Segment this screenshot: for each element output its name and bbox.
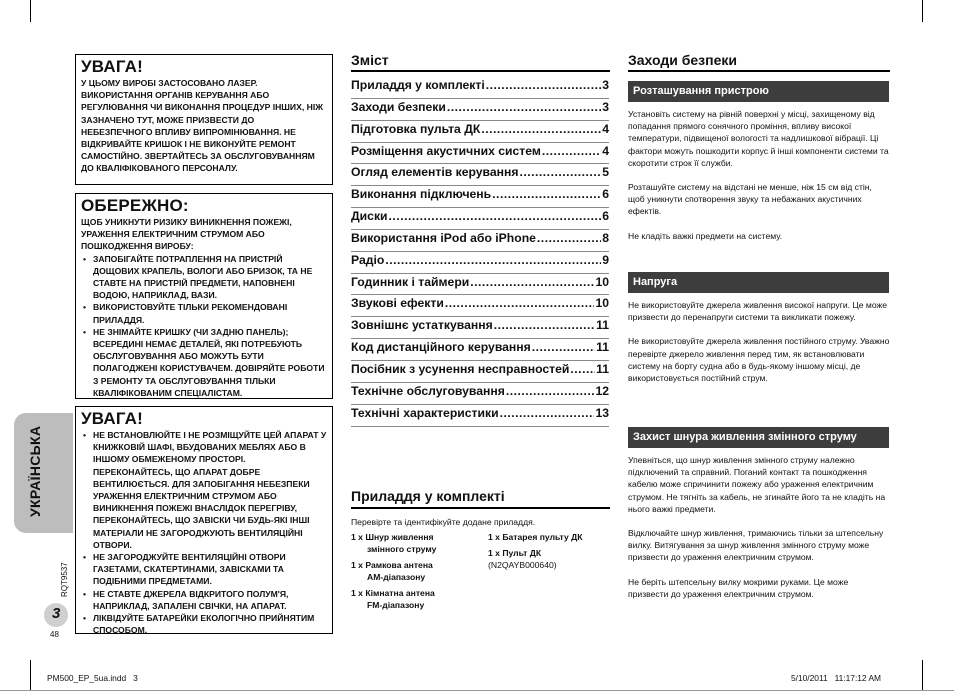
paragraph: Не кладіть важкі предмети на систему.: [628, 230, 783, 241]
toc-entry-page: 3: [602, 78, 609, 92]
crop-mark-bottom-left: [30, 660, 31, 691]
accessory-name-2: змінного струму: [367, 544, 437, 554]
accessory-qty: 1 x: [488, 532, 500, 542]
paragraph: Не використовуйте джерела живлення постійного струму. Уважно перевірте джерело живлення перед тим, як встановлювати систему на борту судна або в будь-якому іншому місці, де використовується постійний струм.: [628, 336, 890, 384]
page-number: 3: [52, 605, 61, 622]
accessory-qty: 1 x: [488, 548, 500, 558]
section-bar-power-cord: Захист шнура живлення змінного струму: [628, 427, 889, 448]
accessories-heading: Приладдя у комплекті: [351, 488, 505, 504]
toc-leader: [506, 383, 595, 399]
toc-entry[interactable]: [351, 99, 609, 121]
accessory-name: Пульт ДК: [502, 548, 542, 558]
toc-leader: [481, 121, 601, 137]
paragraph: Упевніться, що шнур живлення змінного струму належно підключений та справний. Поганий контакт та пошкодження кабелю може спричинити пожежу або ураження електричним струмом. Не тягніть за кабель, не згинайте його та не кладіть на нього важкі предмети.: [628, 455, 886, 514]
toc-entry[interactable]: [351, 252, 609, 274]
footer-datetime: 5/10/2011 11:17:12 AM: [791, 673, 882, 683]
toc-entry[interactable]: [351, 77, 609, 99]
toc-entry-title: Диски: [351, 209, 388, 224]
caution-item: • ВИКОРИСТОВУЙТЕ ТІЛЬКИ РЕКОМЕНДОВАНІ ПРИЛАДДЯ.: [81, 301, 327, 325]
toc-entry-title: Підготовка пульта ДК: [351, 121, 481, 136]
toc-leader: [385, 252, 601, 268]
warning-title: УВАГА!: [81, 409, 143, 428]
warning-item: • НЕ ВСТАНОВЛЮЙТЕ І НЕ РОЗМІЩУЙТЕ ЦЕЙ АПАРАТ У КНИЖКОВІЙ ШАФІ, ВБУДОВАНИХ МЕБЛЯХ АБО В ІНШОМУ ОБМЕЖЕНОМУ ПРОСТОРІ. ПЕРЕКОНАЙТЕСЬ, ЩО АПАРАТ ДОБРЕ ВЕНТИЛЮЄТЬСЯ. ДЛЯ ЗАПОБІГАННЯ НЕБЕЗПЕКИ УРАЖЕННЯ ЕЛЕКТРИЧНИМ СТРУМОМ АБО ВИНИКНЕННЯ ПОЖЕЖІ ВНАСЛІДОК ПЕРЕГРІВУ, ПЕРЕКОНАЙТЕСЬ, ЩО ЗАВІСКИ ЧИ БУДЬ-ЯКІ ІНШІ МАТЕРІАЛИ НЕ ЗАГОРОДЖУЮТЬ ВЕНТИЛЯЦІЙНІ ОТВОРИ.: [81, 429, 327, 551]
accessories-intro: Перевірте та ідентифікуйте додане приладдя.: [351, 517, 536, 527]
toc-entry-page: 10: [595, 296, 609, 311]
caution-intro: ЩОБ УНИКНУТИ РИЗИКУ ВИНИКНЕННЯ ПОЖЕЖІ, УРАЖЕННЯ ЕЛЕКТРИЧНИМ СТРУМОМ АБО ПОШКОДЖЕННЯ ВИРОБУ:: [81, 217, 292, 252]
toc-entry[interactable]: [351, 339, 609, 361]
toc-entry-title: Технічні характеристики: [351, 405, 499, 420]
toc-entry-page: 4: [602, 143, 609, 158]
accessory-name: Шнур живлення: [365, 532, 434, 542]
language-tab-label: УКРАЇНСЬКА: [27, 425, 43, 517]
toc-entry[interactable]: [351, 143, 609, 165]
paragraph: Розташуйте систему на відстані не менше, ніж 15 см від стін, щоб уникнути спотворення звуку та небажаних акустичних ефектів.: [628, 182, 872, 217]
footer-file: PM500_EP_5ua.indd 3: [47, 673, 138, 683]
paragraph: Установіть систему на рівній поверхні у місці, захищеному від попадання прямого сонячного проміння, впливу високої температури, підвищеної вологості та надлишкової вібрації. Ці фактори можуть пошкодити корпус й інші компоненти системи та скоротити строк її служби.: [628, 109, 889, 168]
paragraph: Не беріть штепсельну вилку мокрими руками. Це може призвести до ураження електричним струмом.: [628, 576, 849, 599]
toc-entry-page: 8: [602, 230, 609, 245]
toc-entry[interactable]: [351, 186, 609, 208]
safety-heading: Заходи безпеки: [628, 52, 737, 68]
toc-entry-title: Зовнішнє устаткування: [351, 318, 493, 333]
accessory-item: [351, 531, 436, 555]
crop-mark-bottom-right: [922, 660, 923, 691]
accessory-qty: 1 x: [351, 588, 363, 598]
accessory-name-2: FM-діапазону: [367, 600, 425, 610]
caution-box: [75, 193, 333, 399]
crop-mark-top-right: [922, 0, 923, 22]
page-number-small: 48: [50, 630, 59, 639]
warning-item: • НЕ СТАВТЕ ДЖЕРЕЛА ВІДКРИТОГО ПОЛУМ'Я, НАПРИКЛАД, ЗАПАЛЕНІ СВІЧКИ, НА АПАРАТ.: [81, 588, 327, 612]
toc-entry-title: Радіо: [351, 252, 385, 267]
toc-entry-page: 4: [602, 121, 609, 136]
toc-leader: [500, 405, 595, 421]
language-tab: [14, 413, 73, 533]
toc-entry-page: 5: [602, 165, 609, 180]
voltage-text: [628, 299, 890, 384]
toc-entry-title: Використання iPod або iPhone: [351, 230, 536, 245]
power-cord-text: [628, 454, 890, 600]
toc-leader: [537, 230, 601, 246]
toc-entry[interactable]: [351, 295, 609, 317]
toc-entry-page: 3: [602, 99, 609, 114]
toc-entry-title: Годинник і таймери: [351, 274, 470, 289]
toc-entry[interactable]: [351, 383, 609, 405]
toc-entry-page: 9: [602, 252, 609, 267]
toc-entry[interactable]: [351, 274, 609, 296]
accessory-part-number: (N2QAYB000640): [488, 560, 557, 570]
warning-item: • ЛІКВІДУЙТЕ БАТАРЕЙКИ ЕКОЛОГІЧНО ПРИЙНЯТИМ СПОСОБОМ.: [81, 612, 327, 636]
toc-entry[interactable]: [351, 405, 609, 427]
accessory-name: Батарея пульту ДК: [502, 532, 583, 542]
toc-entry[interactable]: [351, 317, 609, 339]
paragraph: Не використовуйте джерела живлення високої напруги. Це може призвести до перенапруги системи та викликати пожежу.: [628, 300, 888, 323]
accessories-heading-rule: [351, 507, 610, 509]
toc-entry[interactable]: [351, 164, 609, 186]
toc-entry-page: 12: [595, 383, 609, 398]
toc-heading: Зміст: [351, 52, 389, 68]
toc-entry[interactable]: [351, 361, 609, 383]
warning-text: У ЦЬОМУ ВИРОБІ ЗАСТОСОВАНО ЛАЗЕР. ВИКОРИСТАННЯ ОРГАНІВ КЕРУВАННЯ АБО РЕГУЛЮВАННЯ ЧИ ВИКОНАННЯ ПРОЦЕДУР ІНШИХ, НІЖ ЗАЗНАЧЕНО ТУТ, МОЖЕ ПРИЗВЕСТИ ДО НЕБЕЗПЕЧНОГО ВПЛИВУ ВИПРОМІНЮВАННЯ. НЕ ВІДКРИВАЙТЕ КРИШОК І НЕ ВИКОНУЙТЕ РЕМОНТ САМОСТІЙНО. ЗВЕРТАЙТЕСЬ ЗА ОБСЛУГОВУВАННЯМ ДО КВАЛІФІКОВАНОГО ПЕРСОНАЛУ.: [81, 78, 323, 174]
warning-list: [81, 429, 327, 636]
toc-entry-page: 6: [602, 187, 609, 202]
toc-leader: [470, 274, 594, 290]
toc-entry-page: 6: [602, 209, 609, 224]
toc-leader: [486, 77, 601, 93]
toc-entry-title: Приладдя у комплекті: [351, 78, 485, 92]
warning-item: • НЕ ЗАГОРОДЖУЙТЕ ВЕНТИЛЯЦІЙНІ ОТВОРИ ГАЗЕТАМИ, СКАТЕРТИНАМИ, ЗАВІСКАМИ ТА ПОДІБНИМИ ПРЕДМЕТАМИ.: [81, 551, 327, 588]
toc-entry-title: Код дистанційного керування: [351, 340, 531, 355]
toc-entry-page: 11: [596, 340, 609, 355]
toc-leader: [445, 295, 595, 311]
toc-entry[interactable]: [351, 208, 609, 230]
toc-entry[interactable]: [351, 230, 609, 252]
accessory-qty: 1 x: [351, 532, 363, 542]
toc-entry-title: Посібник з усунення несправностей: [351, 361, 570, 376]
toc-leader: [570, 361, 595, 377]
caution-item: • НЕ ЗНІМАЙТЕ КРИШКУ (ЧИ ЗАДНЮ ПАНЕЛЬ); ВСЕРЕДИНІ НЕМАЄ ДЕТАЛЕЙ, ЯКІ ПОТРЕБУЮТЬ ОБСЛУГОВУВАННЯ АБО МОЖУТЬ БУТИ ПОЛАГОДЖЕНІ КОРИСТУВАЧЕМ. ДОВІРЯЙТЕ РОБОТИ З РЕМОНТУ ТА ОБСЛУГОВУВАННЯ ТІЛЬКИ КВАЛІФІКОВАНИМ СПЕЦІАЛІСТАМ.: [81, 326, 327, 399]
warning-box-ventilation: [75, 406, 333, 634]
accessory-name: Рамкова антена: [365, 560, 433, 570]
toc-entry-title: Звукові ефекти: [351, 296, 444, 311]
table-of-contents: [351, 77, 609, 427]
toc-leader: [492, 186, 601, 202]
toc-leader: [447, 99, 601, 115]
toc-entry-page: 13: [595, 405, 609, 420]
safety-heading-rule: [628, 70, 890, 72]
crop-mark-top-left: [30, 0, 31, 22]
toc-leader: [389, 208, 602, 224]
toc-leader: [542, 143, 601, 159]
accessory-item: [488, 547, 557, 571]
accessory-item: [351, 587, 435, 611]
toc-entry-title: Технічне обслуговування: [351, 383, 505, 398]
toc-entry-title: Огляд елементів керування: [351, 165, 519, 180]
toc-entry-title: Виконання підключень: [351, 187, 492, 202]
accessory-name-2: AM-діапазону: [367, 572, 426, 582]
toc-leader: [532, 339, 595, 355]
toc-leader: [494, 317, 595, 333]
doc-code: RQT9537: [60, 562, 69, 597]
toc-entry-page: 11: [596, 318, 609, 333]
accessory-name: Кімнатна антена: [365, 588, 435, 598]
warning-box-laser: [75, 54, 333, 185]
caution-list: [81, 253, 327, 399]
toc-entry-title: Розміщення акустичних систем: [351, 143, 541, 158]
caution-item: • ЗАПОБІГАЙТЕ ПОТРАПЛЕННЯ НА ПРИСТРІЙ ДОЩОВИХ КРАПЕЛЬ, ВОЛОГИ АБО БРИЗОК, ТА НЕ СТАВТЕ НА ПРИСТРІЙ ПРЕДМЕТИ, НАПОВНЕНІ ВОДОЮ, НАПРИКЛАД, ВАЗИ.: [81, 253, 327, 302]
toc-entry[interactable]: [351, 121, 609, 143]
warning-title: УВАГА!: [81, 57, 143, 76]
section-bar-voltage: Напруга: [628, 272, 889, 293]
accessory-qty: 1 x: [351, 560, 363, 570]
caution-title: ОБЕРЕЖНО:: [81, 196, 189, 215]
toc-entry-page: 11: [596, 361, 609, 376]
accessory-item: [488, 531, 583, 543]
toc-heading-rule: [351, 70, 610, 72]
section-bar-placement: Розташування пристрою: [628, 81, 889, 102]
toc-entry-page: 10: [595, 274, 609, 289]
paragraph: Відключайте шнур живлення, тримаючись тільки за штепсельну вилку. Витягування за шнур живлення змінного струму може призвести до ураження електричним струмом.: [628, 528, 884, 563]
accessory-item: [351, 559, 433, 583]
toc-leader: [519, 164, 601, 180]
placement-text: [628, 108, 890, 242]
toc-entry-title: Заходи безпеки: [351, 99, 446, 114]
